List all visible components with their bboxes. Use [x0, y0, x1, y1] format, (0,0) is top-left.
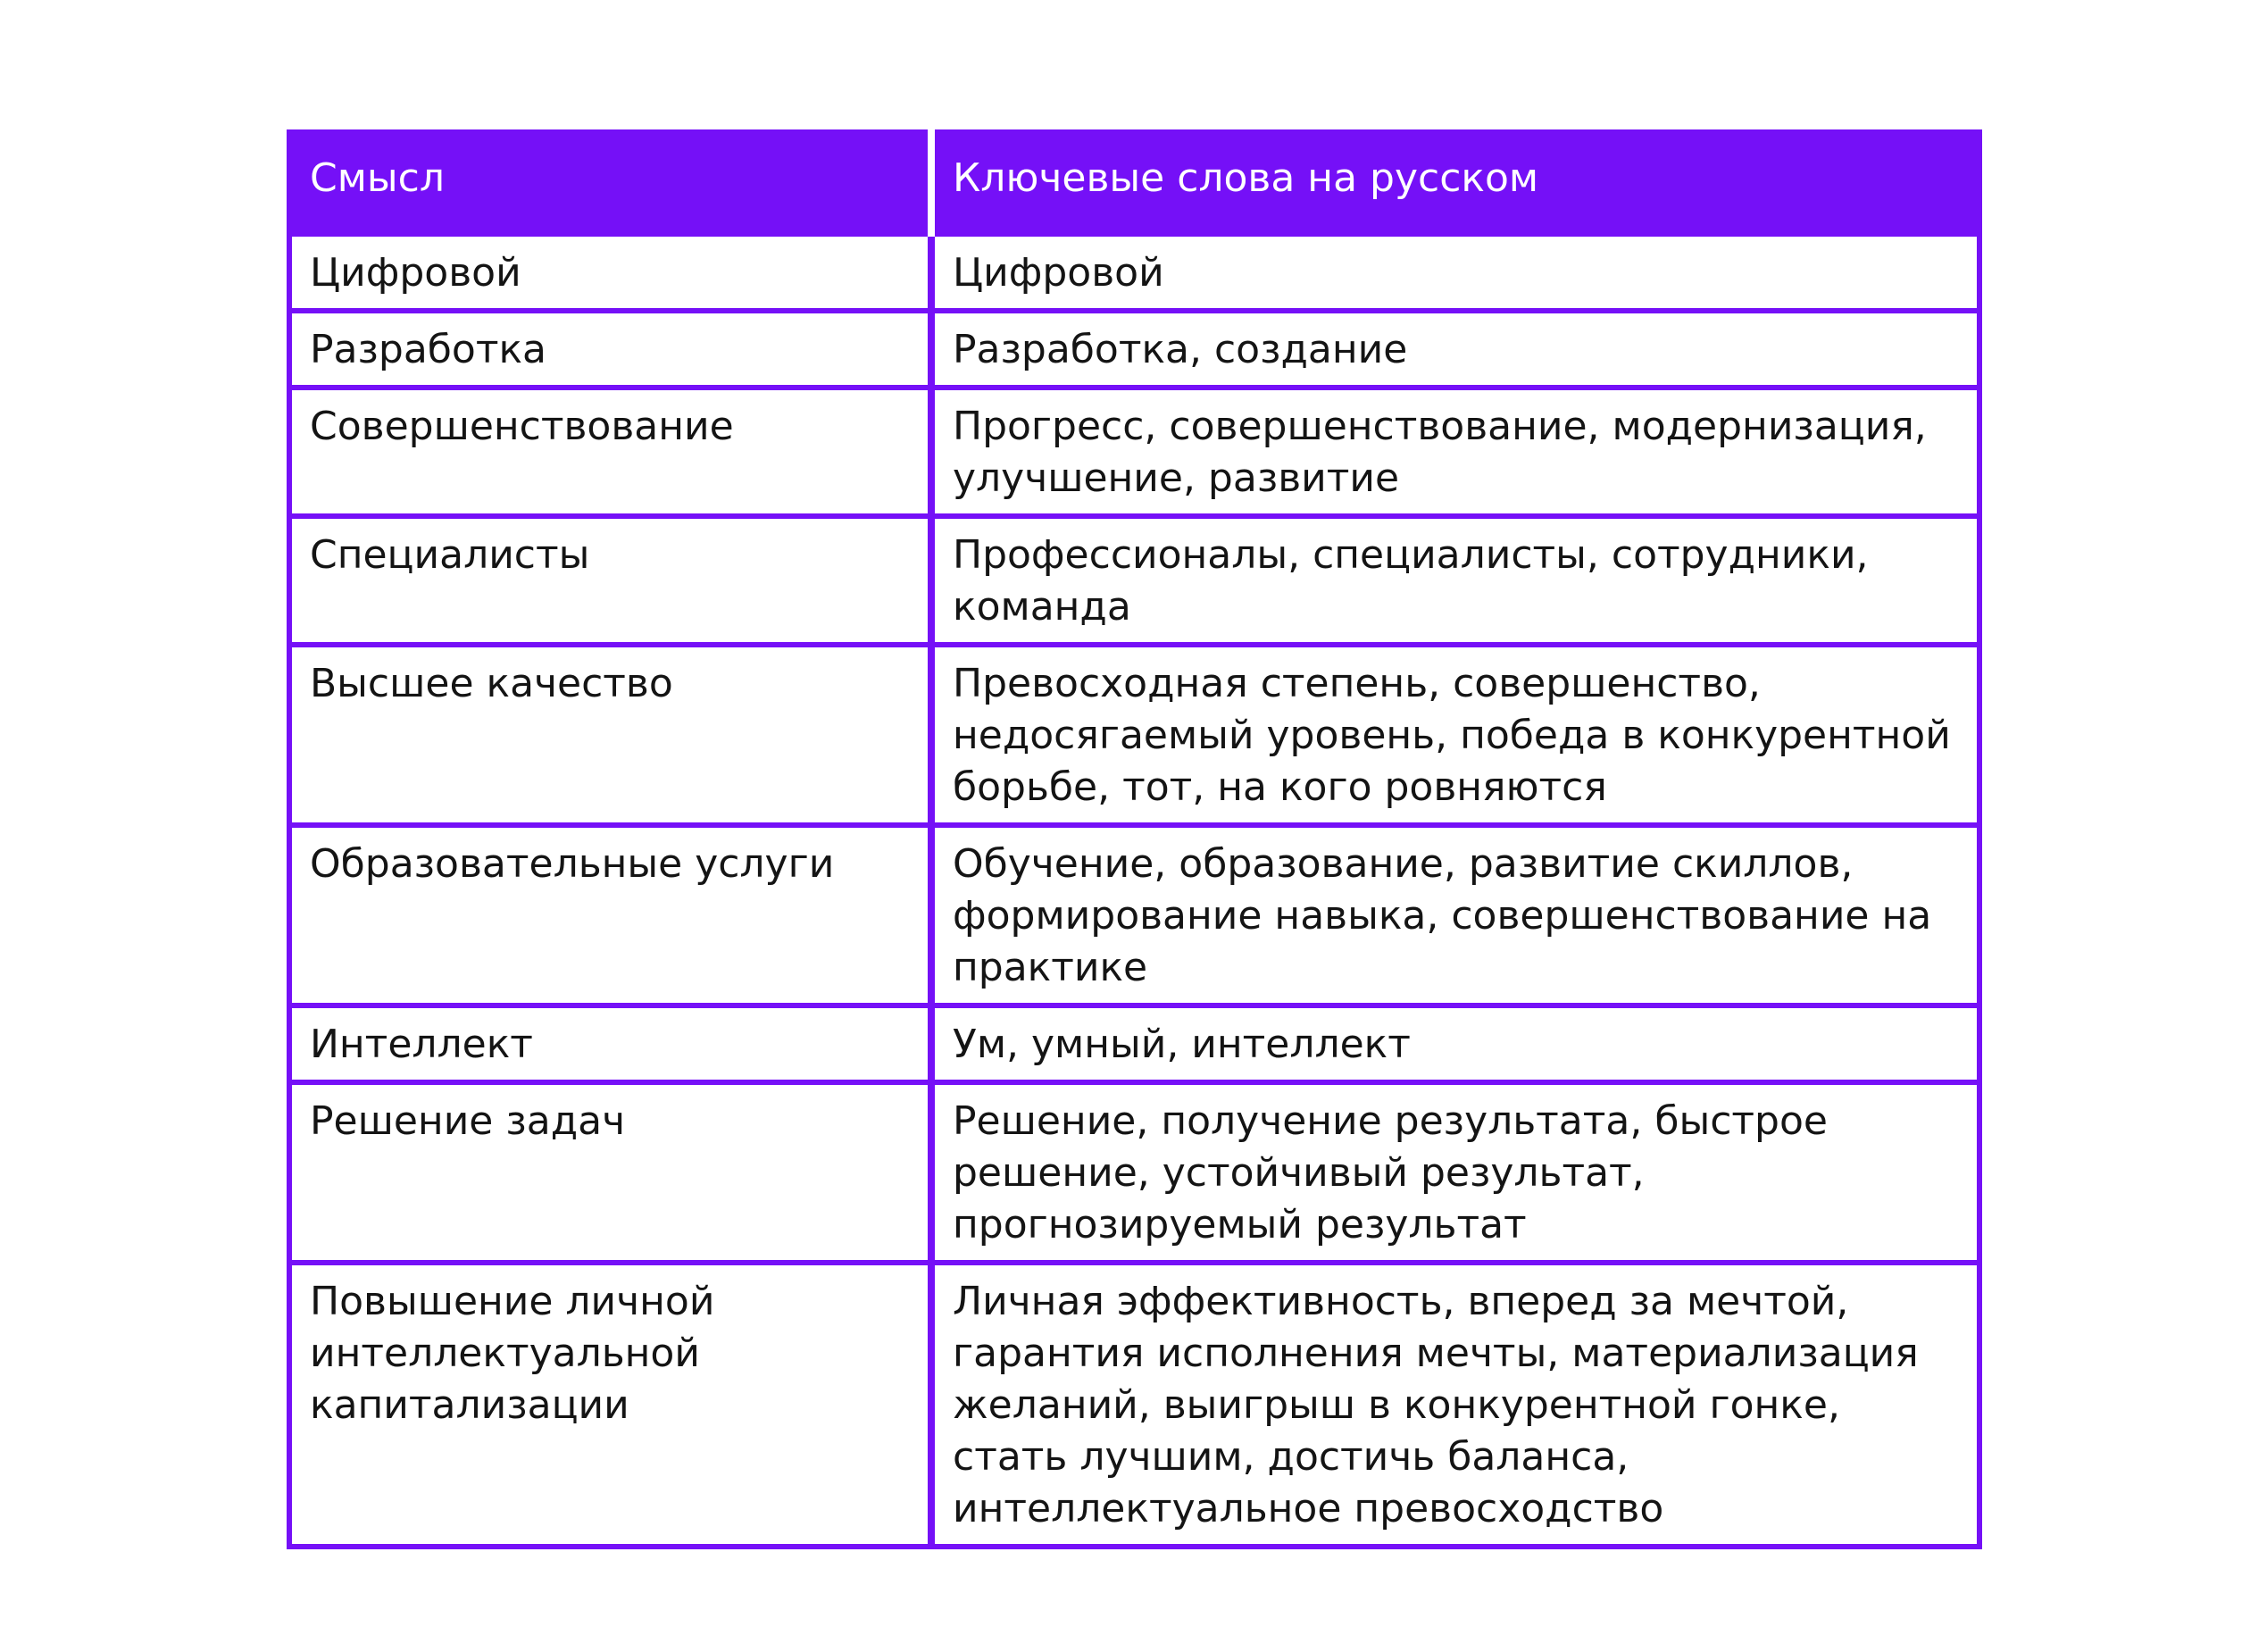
table-header — [289, 132, 1979, 234]
keywords-cell: Превосходная степень, совершенство, недосягаемый уровень, победа в конкурентной борьбе, тот, на кого ровняются — [931, 645, 1979, 825]
meaning-cell: Образовательные услуги — [289, 825, 931, 1005]
keywords-cell: Личная эффективность, вперед за мечтой, гарантия исполнения мечты, материализация желаний, выигрыш в конкурентной гонке, стать лучшим, достичь баланса, интеллектуальное превосходство — [931, 1263, 1979, 1547]
keywords-cell: Профессионалы, специалисты, сотрудники, команда — [931, 516, 1979, 645]
meaning-cell: Решение задач — [289, 1082, 931, 1263]
header-row — [289, 132, 1979, 234]
table-row — [289, 516, 1979, 645]
header-keywords: Ключевые слова на русском — [931, 132, 1979, 234]
meaning-cell: Совершенствование — [289, 388, 931, 516]
table-row — [289, 1263, 1979, 1547]
table-row — [289, 234, 1979, 311]
keywords-cell: Разработка, создание — [931, 311, 1979, 388]
meaning-keywords-table — [287, 129, 1982, 1549]
table-row — [289, 311, 1979, 388]
table-body — [289, 234, 1979, 1547]
meaning-cell: Интеллект — [289, 1005, 931, 1082]
table-row — [289, 388, 1979, 516]
table-row — [289, 645, 1979, 825]
meaning-keywords-table-container — [287, 129, 1977, 1549]
meaning-cell: Высшее качество — [289, 645, 931, 825]
table-row — [289, 825, 1979, 1005]
keywords-cell: Решение, получение результата, быстрое решение, устойчивый результат, прогнозируемый результат — [931, 1082, 1979, 1263]
meaning-cell: Цифровой — [289, 234, 931, 311]
keywords-cell: Обучение, образование, развитие скиллов, формирование навыка, совершенствование на практике — [931, 825, 1979, 1005]
table-row — [289, 1005, 1979, 1082]
meaning-cell: Разработка — [289, 311, 931, 388]
header-meaning: Смысл — [289, 132, 931, 234]
table-row — [289, 1082, 1979, 1263]
keywords-cell: Прогресс, совершенствование, модернизация, улучшение, развитие — [931, 388, 1979, 516]
meaning-cell: Специалисты — [289, 516, 931, 645]
keywords-cell: Ум, умный, интеллект — [931, 1005, 1979, 1082]
meaning-cell: Повышение личной интеллектуальной капитализации — [289, 1263, 931, 1547]
keywords-cell: Цифровой — [931, 234, 1979, 311]
